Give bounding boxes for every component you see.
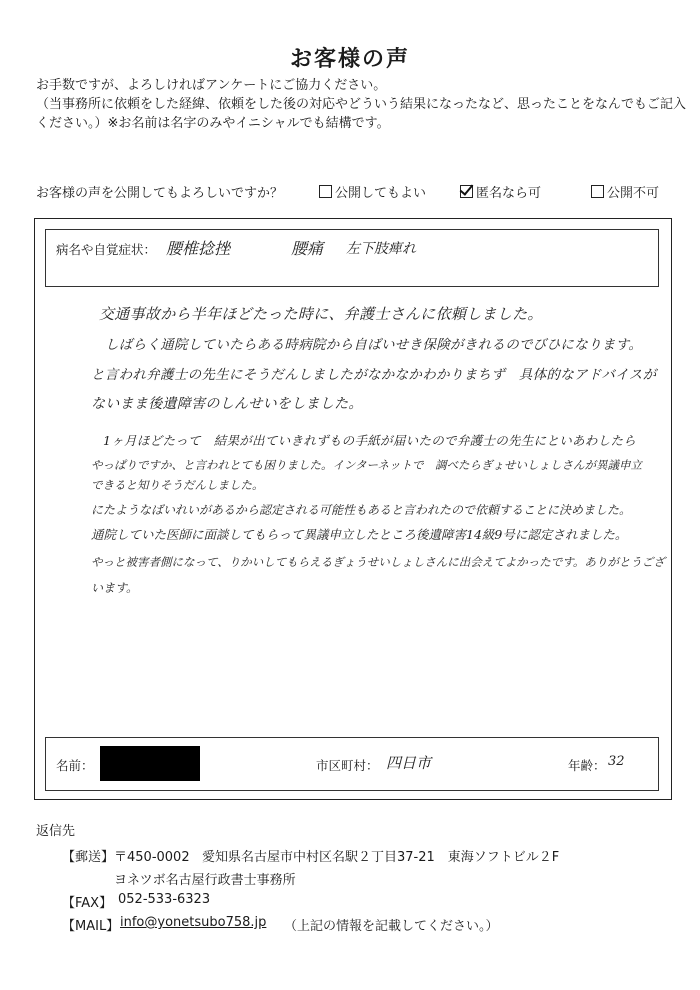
testimonial-line: できると知りそうだんしました。	[91, 478, 264, 492]
fax-label: 【FAX】	[62, 896, 113, 911]
address: 愛知県名古屋市中村区名駅２丁目37-21 東海ソフトビル２F	[202, 850, 560, 865]
symptom-value: 腰痛	[291, 239, 324, 258]
checkbox-private[interactable]	[591, 185, 604, 198]
testimonial-line: と言われ弁護士の先生にそうだんしましたがなかなかわかりまちず 具体的なアドバイスが	[91, 367, 657, 383]
symptoms-label: 病名や自覚症状：	[56, 242, 157, 257]
option-private-label: 公開不可	[607, 186, 660, 201]
publish-consent	[36, 180, 676, 200]
postal-code: 〒450-0002	[114, 850, 190, 865]
symptoms-box	[45, 229, 659, 287]
testimonial-line: にたようなばいれいがあるから認定される可能性もあると言われたので依頼することに決めました。	[91, 503, 632, 517]
checkbox-public[interactable]	[319, 185, 332, 198]
mail-link[interactable]: info@yonetsubo758.jp	[120, 915, 267, 930]
testimonial-line: やっと被害者側になって、りかいしてもらえるぎょうせいしょしさんに出会えてよかったです。ありがとうござ	[91, 555, 665, 569]
option-anonymous[interactable]	[460, 182, 541, 201]
intro-line: ください。）※お名前は名字のみやイニシャルでも結構です。	[36, 116, 390, 131]
reply-note: （上記の情報を記載してください。）	[284, 919, 499, 934]
option-public-label: 公開してもよい	[335, 186, 427, 201]
consent-question: お客様の声を公開してもよろしいですか？	[36, 186, 284, 201]
feedback-form	[34, 218, 672, 800]
intro-text	[36, 76, 687, 133]
office-name: ヨネツボ名古屋行政書士事務所	[114, 873, 296, 888]
testimonial-line: ないまま後遺障害のしんせいをしました。	[91, 396, 363, 412]
postal-label: 【郵送】	[62, 850, 115, 865]
testimonial-line: います。	[91, 581, 139, 595]
page-title: お客様の声	[289, 47, 410, 72]
mail-label: 【MAIL】	[62, 919, 120, 934]
checkbox-anonymous[interactable]	[460, 185, 473, 198]
age-value: 32	[608, 754, 625, 769]
age-label: 年齢：	[568, 758, 606, 773]
reply-heading: 返信先	[36, 824, 76, 839]
option-anonymous-label: 匿名なら可	[476, 186, 542, 201]
symptom-value: 左下肢痺れ	[346, 241, 416, 257]
intro-line: お手数ですが、よろしければアンケートにご協力ください。	[36, 78, 387, 93]
testimonial-line: やっぱりですか、と言われとても困りました。インターネットで 調べたらぎょせいしょしさんが異議申立	[91, 458, 642, 472]
intro-line: （当事務所に依頼をした経緯、依頼をした後の対応やどういう結果になったなど、思ったことをなんでもご記入	[36, 97, 687, 112]
redacted-name	[100, 746, 200, 781]
option-private[interactable]	[591, 182, 659, 201]
city-value: 四日市	[386, 754, 432, 772]
respondent-info	[45, 737, 659, 791]
testimonial-line: 1ヶ月ほどたって 結果が出ていきれずもの手紙が届いたので弁護士の先生にといあわしたら	[103, 433, 637, 448]
option-public[interactable]	[319, 182, 426, 201]
testimonial-line: 通院していた医師に面談してもらって異議申立したところ後遺障害14級9号に認定されました。	[91, 527, 628, 542]
symptom-value: 腰椎捻挫	[166, 239, 231, 258]
name-label: 名前：	[56, 758, 94, 773]
fax-number: 052-533-6323	[118, 892, 211, 907]
testimonial-line: 交通事故から半年ほどたった時に、弁護士さんに依頼しました。	[99, 305, 543, 323]
testimonial-line: しばらく通院していたらある時病院から自ばいせき保険がきれるのでびひになります。	[105, 337, 643, 353]
city-label: 市区町村：	[316, 758, 379, 773]
